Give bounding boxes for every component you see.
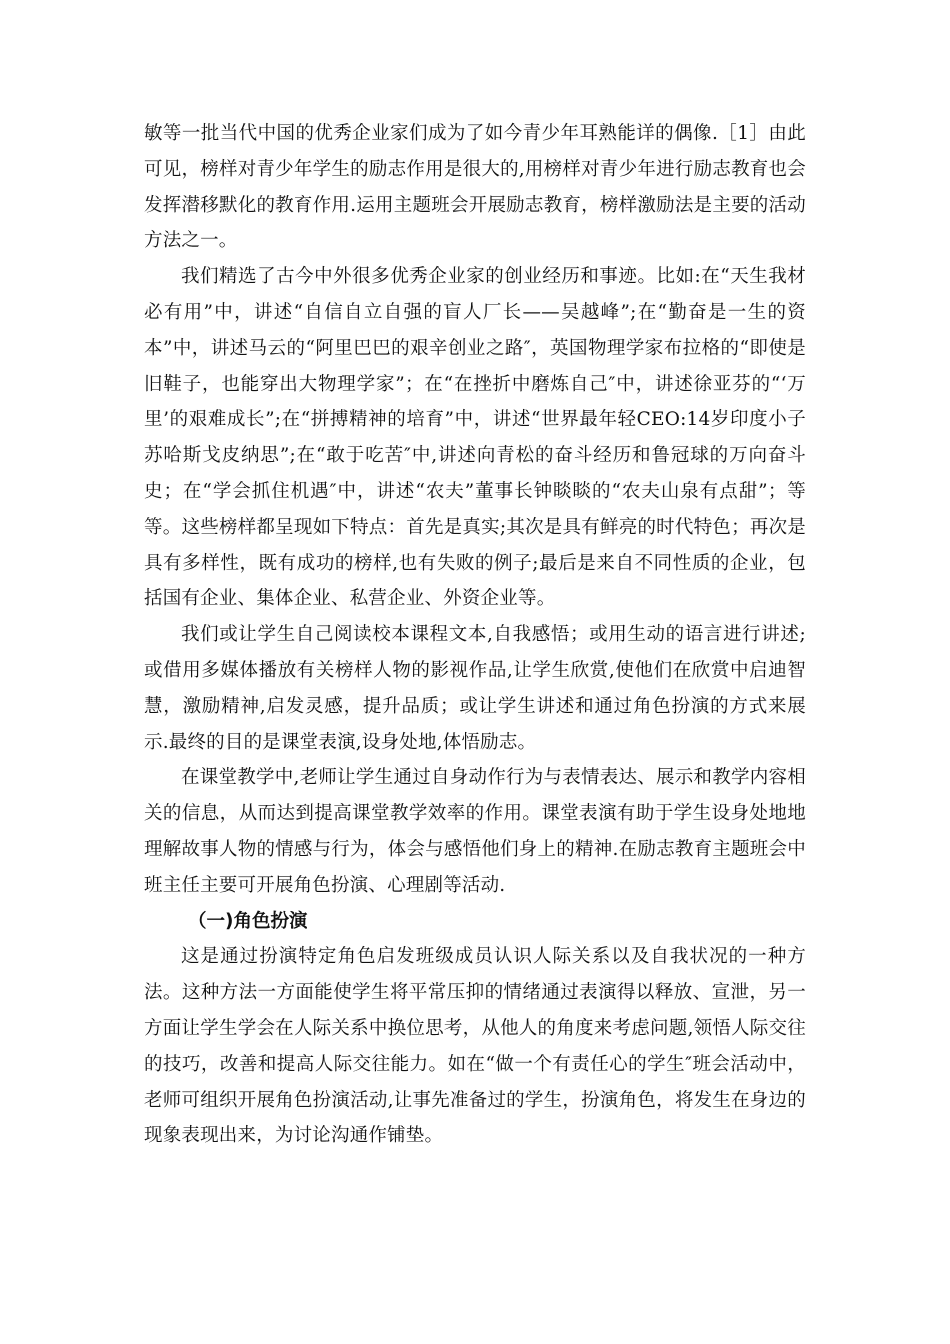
paragraph-methods: 我们或让学生自己阅读校本课程文本,自我感悟；或用生动的语言进行讲述;或借用多媒体播放有关榜样人物的影视作品,让学生欣赏,使他们在欣赏中启迪智慧，激励精神,启发灵感，提升品质；或让学生讲述和通过角色扮演的方式来展示.最终的目的是课堂表演,设身处地,体悟励志。 — [144, 624, 806, 753]
paragraph-role-models: 我们精选了古今中外很多优秀企业家的创业经历和事迹。比如:在“天生我材必有用”中，讲述“自信自立自强的盲人厂长——吴越峰”;在“勤奋是一生的资本”中，讲述马云的“阿里巴巴的艰辛创业之路″，英国物理学家布拉格的“即使是旧鞋子，也能穿出大物理学家”；在“在挫折中磨炼自己″中，讲述徐亚芬的“‘万里’的艰难成长”;在“拼搏精神的培育”中，讲述“世界最年轻CEO:14岁印度小子苏哈斯戈皮纳思”;在“敢于吃苦″中,讲述向青松的奋斗经历和鲁冠球的万向奋斗史；在“学会抓住机遇″中，讲述“农夫”董事长钟睒睒的“农夫山泉有点甜”；等等。这些榜样都呈现如下特点：首先是真实;其次是具有鲜亮的时代特色；再次是具有多样性，既有成功的榜样,也有失败的例子;最后是来自不同性质的企业，包括国有企业、集体企业、私营企业、外资企业等。 — [144, 266, 806, 610]
paragraph-classroom-performance: 在课堂教学中,老师让学生通过自身动作行为与表情表达、展示和教学内容相关的信息，从而达到提高课堂教学效率的作用。课堂表演有助于学生设身处地地理解故事人物的情感与行为，体会与感悟他们身上的精神.在励志教育主题班会中班主任主要可开展角色扮演、心理剧等活动. — [144, 767, 806, 896]
paragraph-role-play: 这是通过扮演特定角色启发班级成员认识人际关系以及自我状况的一种方法。这种方法一方面能使学生将平常压抑的情绪通过表演得以释放、宣泄，另一方面让学生学会在人际关系中换位思考，从他人的角度来考虑问题,领悟人际交往的技巧，改善和提高人际交往能力。如在“做一个有责任心的学生″班会活动中，老师可组织开展角色扮演活动,让事先准备过的学生，扮演角色，将发生在身边的现象表现出来，为讨论沟通作铺垫。 — [144, 946, 806, 1147]
paragraph-continuation: 敏等一批当代中国的优秀企业家们成为了如今青少年耳熟能详的偶像.［1］由此可见，榜样对青少年学生的励志作用是很大的,用榜样对青少年进行励志教育也会发挥潜移默化的教育作用.运用主题班会开展励志教育，榜样激励法是主要的活动方法之一。 — [144, 123, 806, 252]
section-heading-role-play: （一)角色扮演 — [188, 910, 308, 932]
document-page — [144, 116, 806, 1154]
